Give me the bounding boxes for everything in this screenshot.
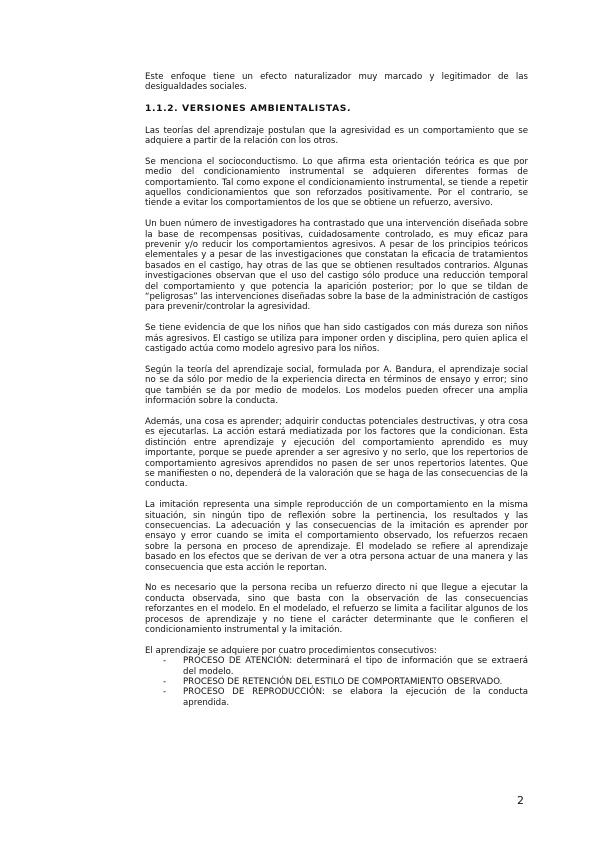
list-item-text: PROCESO DE RETENCIÓN DEL ESTILO DE COMPORTAMIENTO OBSERVADO. bbox=[183, 677, 503, 687]
paragraph: No es necesario que la persona reciba un refuerzo directo ni que llegue a ejecutar la conducta observada, sino que basta con la observación de las consecuencias reforzantes en el modelo. En el modelado, el refuerzo se limita a facilitar algunos de los procesos de aprendizaje y no tiene el carácter determinante que le confieren el condicionamiento instrumental y la imitación. bbox=[145, 583, 528, 635]
paragraph: Según la teoría del aprendizaje social, formulada por A. Bandura, el aprendizaje social no se da sólo por medio de la experiencia directa en términos de ensayo y error; sino que también se da por medio de modelos. Los modelos pueden ofrecer una amplia información sobre la conducta. bbox=[145, 364, 528, 407]
process-list bbox=[145, 656, 528, 708]
paragraph: Se menciona el socioconductismo. Lo que afirma esta orientación teórica es que por medio del condicionamiento instrumental se adquieren diferentes formas de comportamiento. Tal como expone el condicionamiento instrumental, se tiende a repetir aquellos condicionamientos que son reforzados positivamente. Por el contrario, se tiende a evitar los comportamientos de los que se obtiene un refuerzo, aversivo. bbox=[145, 156, 528, 209]
list-item-text: PROCESO DE ATENCIÓN: determinará el tipo de información que se extraerá del modelo. bbox=[183, 656, 528, 677]
list-marker: - bbox=[163, 656, 167, 667]
page-number: 2 bbox=[517, 794, 524, 807]
list-marker: - bbox=[163, 687, 167, 698]
text-column bbox=[145, 72, 528, 708]
paragraph: Un buen número de investigadores ha contrastado que una intervención diseñada sobre la base de recompensas positivas, cuidadosamente controlado, es muy eficaz para prevenir y/o reducir los comportamientos agresivos. A pesar de los principios teóricos elementales y a pesar de las investigaciones que constatan la eficacia de tratamientos basados en el castigo, hay otras de las que se obtienen resultados contrarios. Algunas investigaciones observan que el uso del castigo sólo produce una reducción temporal del comportamiento y que potencia la aparición posterior; por lo que se tildan de “peligrosas” las intervenciones diseñadas sobre la base de la administración de castigos para prevenir/controlar la agresividad. bbox=[145, 219, 528, 313]
list-item-text: PROCESO DE REPRODUCCIÓN: se elabora la ejecución de la conducta aprendida. bbox=[183, 687, 528, 708]
paragraph-intro: Este enfoque tiene un efecto naturalizador muy marcado y legitimador de las desigualdades sociales. bbox=[145, 72, 528, 93]
list-item bbox=[145, 677, 528, 687]
list-item bbox=[145, 656, 528, 677]
list-item bbox=[145, 687, 528, 708]
paragraph-list-intro: El aprendizaje se adquiere por cuatro procedimientos consecutivos: bbox=[145, 645, 437, 656]
list-marker: - bbox=[163, 677, 167, 687]
section-heading: 1.1.2. VERSIONES AMBIENTALISTAS. bbox=[145, 103, 352, 115]
paragraph: Además, una cosa es aprender; adquirir conductas potenciales destructivas, y otra cosa es ejecutarlas. La acción estará mediatizada por los factores que la condicionan. Esta distinción entre aprendizaje y ejecución del comportamiento aprendido es muy importante, porque se puede aprender a ser agresivo y no serlo, que los repertorios de comportamiento agresivos aprendidos no pasen de ser unos repertorios latentes. Que se manifiesten o no, dependerá de la valoración que se haga de las consecuencias de la conducta. bbox=[145, 416, 528, 490]
paragraph: Se tiene evidencia de que los niños que han sido castigados con más dureza son niños más agresivos. El castigo se utiliza para imponer orden y disciplina, pero quien aplica el castigado actúa como modelo agresivo para los niños. bbox=[145, 323, 528, 355]
paragraph: Las teorías del aprendizaje postulan que la agresividad es un comportamiento que se adquiere a partir de la relación con los otros. bbox=[145, 125, 528, 146]
paragraph: La imitación representa una simple reproducción de un comportamiento en la misma situación, sin ningún tipo de reflexión sobre la pertinencia, los resultados y las consecuencias. La adecuación y las consecuencias de la imitación es aprender por ensayo y error cuando se imita el comportamiento observado, los refuerzos recaen sobre la persona en proceso de aprendizaje. El modelado se refiere al aprendizaje basado en los efectos que se derivan de ver a otra persona actuar de una manera y las consecuencia que esta acción le reportan. bbox=[145, 500, 528, 573]
